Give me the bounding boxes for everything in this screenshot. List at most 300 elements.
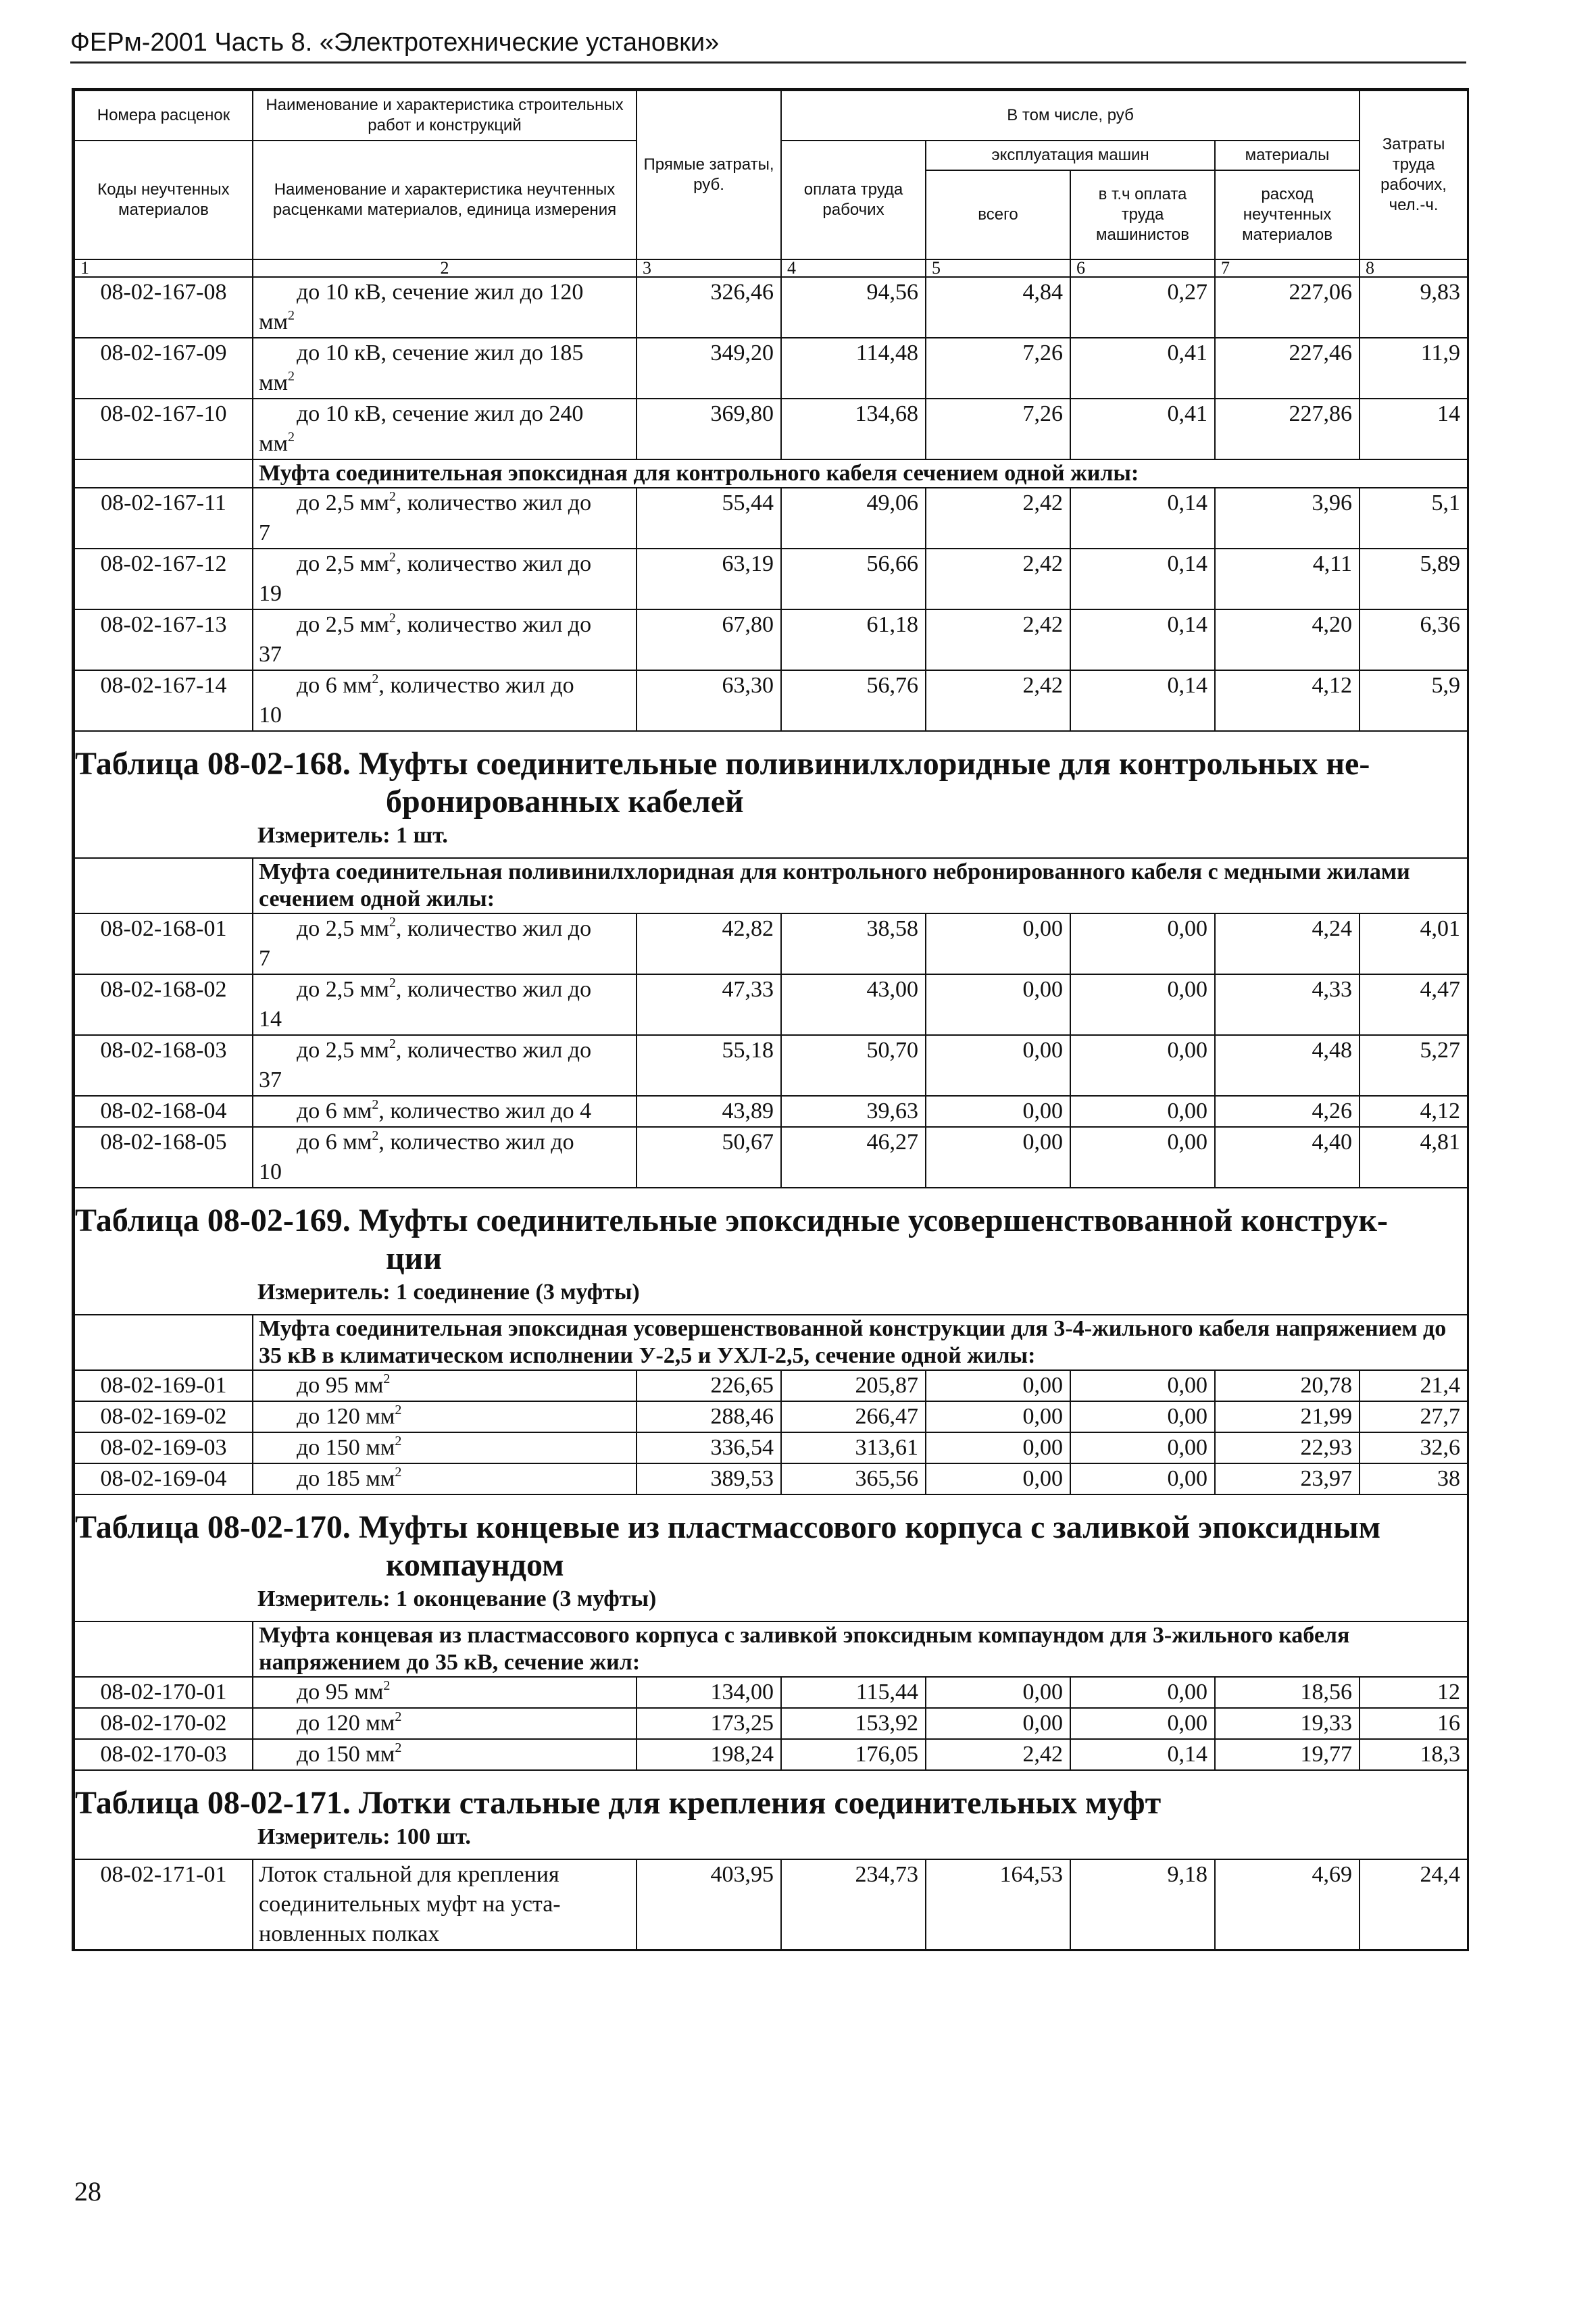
superscript: 2 (389, 976, 396, 990)
value-machines: 0,00 (926, 1401, 1070, 1432)
superscript: 2 (288, 308, 295, 323)
meter-value: 1 шт. (396, 823, 448, 848)
name-line (259, 671, 629, 701)
rate-code: 08-02-168-01 (74, 913, 253, 974)
value-direct: 47,33 (637, 974, 781, 1035)
rate-code: 08-02-170-02 (74, 1708, 253, 1739)
rate-code: 08-02-168-02 (74, 974, 253, 1035)
superscript: 2 (395, 1740, 402, 1755)
subtitle-text: Муфта концевая из пластмассового корпуса с заливкой эпоксидным компаундом для 3-жильного кабеля напряжением до 35 кВ, сечение жил: (253, 1621, 1468, 1677)
value-machines: 0,00 (926, 1463, 1070, 1494)
value-machines-labor: 0,14 (1070, 488, 1215, 549)
value-machines-labor: 0,00 (1070, 1035, 1215, 1096)
table-171-heading-row (74, 1770, 1468, 1859)
superscript: 2 (372, 1097, 379, 1112)
value-materials: 4,69 (1215, 1859, 1360, 1951)
header-labor-pay: оплата труда рабочих (781, 141, 926, 259)
name-line (259, 1709, 629, 1738)
value-direct: 134,00 (637, 1677, 781, 1708)
table-168-heading-row (74, 731, 1468, 858)
table-row (74, 399, 1468, 459)
name-line (259, 549, 629, 579)
value-labor-cost: 18,3 (1360, 1739, 1468, 1770)
section-subtitle (74, 858, 1468, 913)
value-labor-cost: 5,9 (1360, 670, 1468, 731)
header-materials-sub: расход неучтенных материалов (1215, 170, 1360, 259)
value-machines-labor: 0,27 (1070, 277, 1215, 338)
subtitle-spacer (74, 1315, 253, 1370)
value-machines-labor: 0,00 (1070, 1370, 1215, 1401)
value-labor-pay: 56,66 (781, 549, 926, 609)
value-direct: 55,18 (637, 1035, 781, 1096)
value-labor-cost: 38 (1360, 1463, 1468, 1494)
name-part: , количество жил до (395, 491, 592, 515)
value-labor-cost: 24,4 (1360, 1859, 1468, 1951)
table-row (74, 670, 1468, 731)
value-materials: 4,26 (1215, 1096, 1360, 1127)
value-direct: 349,20 (637, 338, 781, 399)
value-machines-labor: 0,00 (1070, 1127, 1215, 1188)
rate-name (253, 1708, 637, 1739)
name-line: до 10 кВ, сечение жил до 240 (297, 401, 584, 426)
table-row (74, 1708, 1468, 1739)
name-line (259, 1097, 629, 1126)
subtitle-spacer (74, 459, 253, 488)
value-labor-cost: 16 (1360, 1708, 1468, 1739)
value-labor-pay: 234,73 (781, 1859, 926, 1951)
value-direct: 326,46 (637, 277, 781, 338)
value-machines: 4,84 (926, 277, 1070, 338)
name-line: 10 (259, 1159, 282, 1184)
value-labor-cost: 4,81 (1360, 1127, 1468, 1188)
meter-value: 1 оконцевание (3 муфты) (396, 1586, 657, 1611)
value-machines-labor: 0,00 (1070, 1708, 1215, 1739)
meter-label: Измеритель: (257, 823, 391, 848)
name-part: до 2,5 мм (297, 551, 389, 576)
header-machines-total: всего (926, 170, 1070, 259)
value-machines: 2,42 (926, 488, 1070, 549)
value-direct: 336,54 (637, 1432, 781, 1463)
value-labor-pay: 61,18 (781, 609, 926, 670)
superscript: 2 (372, 672, 379, 686)
header-machines: эксплуатация машин (926, 141, 1215, 170)
header-row-1 (74, 91, 1468, 141)
value-labor-cost: 14 (1360, 399, 1468, 459)
superscript: 2 (395, 1709, 402, 1724)
col-number: 4 (781, 259, 926, 277)
name-part: , количество жил до 4 (378, 1099, 592, 1124)
value-direct: 288,46 (637, 1401, 781, 1432)
value-machines-labor: 0,00 (1070, 1463, 1215, 1494)
header-name-top: Наименование и характеристика строительных работ и конструкций (253, 91, 637, 141)
rate-code: 08-02-167-09 (74, 338, 253, 399)
name-part: до 150 мм (297, 1742, 395, 1767)
col-number: 5 (926, 259, 1070, 277)
meter (75, 1822, 1467, 1852)
subtitle-spacer (74, 858, 253, 913)
rate-code: 08-02-170-03 (74, 1739, 253, 1770)
value-labor-cost: 4,47 (1360, 974, 1468, 1035)
meter-value: 100 шт. (396, 1824, 471, 1849)
value-labor-pay: 115,44 (781, 1677, 926, 1708)
value-machines: 0,00 (926, 1370, 1070, 1401)
superscript: 2 (389, 489, 396, 504)
rate-code: 08-02-171-01 (74, 1859, 253, 1951)
value-machines: 0,00 (926, 974, 1070, 1035)
rate-name (253, 1677, 637, 1708)
value-labor-cost: 4,12 (1360, 1096, 1468, 1127)
heading-line: Таблица 08-02-169. Муфты соединительные эпоксидные усовершенствованной конструк- (75, 1203, 1389, 1238)
value-labor-pay: 43,00 (781, 974, 926, 1035)
value-machines-labor: 0,00 (1070, 1401, 1215, 1432)
rate-name (253, 1401, 637, 1432)
value-materials: 4,48 (1215, 1035, 1360, 1096)
name-line (259, 1678, 629, 1707)
name-line (259, 1402, 629, 1432)
table-171-heading (74, 1770, 1468, 1859)
value-direct: 226,65 (637, 1370, 781, 1401)
table-row (74, 277, 1468, 338)
section-subtitle (74, 1621, 1468, 1677)
value-machines: 7,26 (926, 399, 1070, 459)
header-name-bottom: Наименование и характеристика неучтенных расценками материалов, единица измерения (253, 141, 637, 259)
table-row (74, 1096, 1468, 1127)
value-machines: 2,42 (926, 1739, 1070, 1770)
heading-line: Таблица 08-02-171. Лотки стальные для крепления соединительных муфт (75, 1785, 1162, 1821)
rate-code: 08-02-167-12 (74, 549, 253, 609)
rate-name (253, 1370, 637, 1401)
rate-code: 08-02-169-03 (74, 1432, 253, 1463)
running-head: ФЕРм-2001 Часть 8. «Электротехнические установки» (70, 28, 1466, 64)
value-machines-labor: 0,14 (1070, 549, 1215, 609)
name-part: , количество жил до (378, 1130, 574, 1155)
name-line (259, 1036, 629, 1065)
name-line: Лоток стальной для крепления (259, 1862, 559, 1887)
rate-code: 08-02-167-11 (74, 488, 253, 549)
value-materials: 4,12 (1215, 670, 1360, 731)
name-part: до 2,5 мм (297, 977, 389, 1002)
name-line: 19 (259, 581, 282, 606)
value-labor-cost: 4,01 (1360, 913, 1468, 974)
value-materials: 4,40 (1215, 1127, 1360, 1188)
header-direct: Прямые затраты, руб. (637, 91, 781, 259)
name-line (259, 488, 629, 518)
table-170-heading-row (74, 1494, 1468, 1621)
rate-code: 08-02-169-04 (74, 1463, 253, 1494)
name-part: до 120 мм (297, 1711, 395, 1736)
superscript: 2 (372, 1128, 379, 1143)
value-machines-labor: 0,00 (1070, 1677, 1215, 1708)
name-line (259, 1371, 629, 1401)
value-machines-labor: 0,14 (1070, 1739, 1215, 1770)
section-subtitle (74, 1315, 1468, 1370)
meter (75, 821, 1467, 851)
name-line (259, 1433, 629, 1463)
name-part: , количество жил до (395, 916, 592, 941)
value-direct: 67,80 (637, 609, 781, 670)
name-part: до 6 мм (297, 1099, 372, 1124)
name-part: , количество жил до (395, 612, 592, 637)
value-machines: 0,00 (926, 1127, 1070, 1188)
value-labor-pay: 56,76 (781, 670, 926, 731)
name-line (259, 975, 629, 1005)
value-labor-pay: 38,58 (781, 913, 926, 974)
rate-name (253, 609, 637, 670)
header-codes-top: Номера расценок (74, 91, 253, 141)
rate-name (253, 488, 637, 549)
value-labor-cost: 5,27 (1360, 1035, 1468, 1096)
meter (75, 1278, 1467, 1307)
rate-name (253, 1859, 637, 1951)
value-labor-pay: 94,56 (781, 277, 926, 338)
value-materials: 4,24 (1215, 913, 1360, 974)
value-materials: 23,97 (1215, 1463, 1360, 1494)
header-materials: материалы (1215, 141, 1360, 170)
name-part: до 2,5 мм (297, 491, 389, 515)
name-line: 14 (259, 1007, 282, 1032)
subtitle-text: Муфта соединительная эпоксидная усовершенствованной конструкции для 3-4-жильного кабеля напряжением до 35 кВ в климатическом исполнении У-2,5 и УХЛ-2,5, сечение одной жилы: (253, 1315, 1468, 1370)
rate-code: 08-02-169-02 (74, 1401, 253, 1432)
superscript: 2 (383, 1372, 391, 1386)
value-machines-labor: 9,18 (1070, 1859, 1215, 1951)
value-machines-labor: 0,14 (1070, 609, 1215, 670)
superscript: 2 (389, 550, 396, 565)
rate-name (253, 913, 637, 974)
name-part: до 150 мм (297, 1435, 395, 1460)
name-part: до 2,5 мм (297, 916, 389, 941)
name-line: до 10 кВ, сечение жил до 120 (297, 280, 584, 305)
value-machines-labor: 0,41 (1070, 338, 1215, 399)
superscript: 2 (288, 430, 295, 445)
name-line: мм (259, 431, 289, 456)
value-labor-pay: 176,05 (781, 1739, 926, 1770)
col-number: 8 (1360, 259, 1468, 277)
value-machines-labor: 0,00 (1070, 1432, 1215, 1463)
table-169-heading-row (74, 1188, 1468, 1315)
superscript: 2 (389, 611, 396, 626)
table-row (74, 1859, 1468, 1951)
value-labor-cost: 5,1 (1360, 488, 1468, 549)
name-line (259, 1128, 629, 1157)
name-part: , количество жил до (395, 1038, 592, 1063)
rate-code: 08-02-169-01 (74, 1370, 253, 1401)
rate-name (253, 1127, 637, 1188)
value-direct: 50,67 (637, 1127, 781, 1188)
name-part: до 185 мм (297, 1466, 395, 1491)
name-line: до 10 кВ, сечение жил до 185 (297, 341, 584, 366)
value-materials: 4,20 (1215, 609, 1360, 670)
rate-name (253, 1432, 637, 1463)
value-labor-pay: 266,47 (781, 1401, 926, 1432)
value-materials: 227,86 (1215, 399, 1360, 459)
value-labor-pay: 134,68 (781, 399, 926, 459)
name-part: до 120 мм (297, 1404, 395, 1429)
table-row (74, 913, 1468, 974)
name-line: мм (259, 309, 289, 334)
value-machines-labor: 0,00 (1070, 974, 1215, 1035)
meter (75, 1584, 1467, 1614)
table-row (74, 488, 1468, 549)
value-labor-pay: 49,06 (781, 488, 926, 549)
name-part: , количество жил до (395, 551, 592, 576)
rate-name (253, 277, 637, 338)
rate-code: 08-02-167-10 (74, 399, 253, 459)
value-labor-cost: 21,4 (1360, 1370, 1468, 1401)
table-row (74, 974, 1468, 1035)
col-number: 2 (253, 259, 637, 277)
name-line (259, 610, 629, 640)
col-number: 3 (637, 259, 781, 277)
value-labor-cost: 5,89 (1360, 549, 1468, 609)
value-machines-labor: 0,14 (1070, 670, 1215, 731)
value-materials: 227,46 (1215, 338, 1360, 399)
rate-name (253, 1096, 637, 1127)
value-labor-cost: 11,9 (1360, 338, 1468, 399)
name-line: 7 (259, 946, 270, 971)
name-line: новленных полках (259, 1921, 440, 1946)
value-direct: 55,44 (637, 488, 781, 549)
table-row (74, 1432, 1468, 1463)
rate-name (253, 399, 637, 459)
col-number: 1 (74, 259, 253, 277)
name-line (259, 1740, 629, 1769)
value-direct: 198,24 (637, 1739, 781, 1770)
value-machines: 0,00 (926, 1432, 1070, 1463)
name-line: 10 (259, 703, 282, 728)
rate-name (253, 974, 637, 1035)
value-machines: 0,00 (926, 913, 1070, 974)
header-codes-bottom: Коды неучтенных материалов (74, 141, 253, 259)
superscript: 2 (389, 915, 396, 930)
table-row (74, 338, 1468, 399)
value-machines: 2,42 (926, 609, 1070, 670)
name-part: , количество жил до (378, 673, 574, 698)
value-labor-cost: 9,83 (1360, 277, 1468, 338)
heading-line: компаундом (386, 1547, 564, 1583)
superscript: 2 (288, 369, 295, 384)
name-part: , количество жил до (395, 977, 592, 1002)
meter-label: Измеритель: (257, 1824, 391, 1849)
meter-label: Измеритель: (257, 1586, 391, 1611)
value-machines: 0,00 (926, 1035, 1070, 1096)
rate-name (253, 1463, 637, 1494)
meter-label: Измеритель: (257, 1280, 391, 1305)
value-labor-cost: 6,36 (1360, 609, 1468, 670)
rates-table (74, 90, 1468, 1951)
value-machines-labor: 0,00 (1070, 913, 1215, 974)
heading-line: Таблица 08-02-170. Муфты концевые из пластмассового корпуса с заливкой эпоксидным (75, 1509, 1381, 1545)
header-machines-labor: в т.ч оплата труда машинистов (1070, 170, 1215, 259)
table-row (74, 1127, 1468, 1188)
value-machines-labor: 0,41 (1070, 399, 1215, 459)
value-materials: 19,77 (1215, 1739, 1360, 1770)
name-line: 37 (259, 1067, 282, 1092)
table-170-heading (74, 1494, 1468, 1621)
value-machines-labor: 0,00 (1070, 1096, 1215, 1127)
rate-name (253, 549, 637, 609)
table-row (74, 549, 1468, 609)
value-direct: 403,95 (637, 1859, 781, 1951)
name-part: до 6 мм (297, 673, 372, 698)
value-direct: 43,89 (637, 1096, 781, 1127)
rate-name (253, 1739, 637, 1770)
subtitle-spacer (74, 1621, 253, 1677)
value-materials: 20,78 (1215, 1370, 1360, 1401)
table-169-heading (74, 1188, 1468, 1315)
value-machines: 2,42 (926, 549, 1070, 609)
name-part: до 2,5 мм (297, 1038, 389, 1063)
name-part: до 95 мм (297, 1373, 384, 1398)
rate-code: 08-02-167-08 (74, 277, 253, 338)
heading-line: бронированных кабелей (386, 784, 744, 820)
value-direct: 173,25 (637, 1708, 781, 1739)
table-row (74, 1677, 1468, 1708)
value-materials: 18,56 (1215, 1677, 1360, 1708)
value-direct: 369,80 (637, 399, 781, 459)
table-row (74, 1370, 1468, 1401)
name-line: соединительных муфт на уста- (259, 1892, 561, 1917)
value-labor-pay: 114,48 (781, 338, 926, 399)
header-labor-cost: Затраты труда рабочих, чел.-ч. (1360, 91, 1468, 259)
subtitle-text: Муфта соединительная эпоксидная для контрольного кабеля сечением одной жилы: (253, 459, 1468, 488)
value-materials: 4,11 (1215, 549, 1360, 609)
value-materials: 21,99 (1215, 1401, 1360, 1432)
value-labor-cost: 32,6 (1360, 1432, 1468, 1463)
value-materials: 22,93 (1215, 1432, 1360, 1463)
name-line (259, 1464, 629, 1494)
rate-name (253, 1035, 637, 1096)
rate-code: 08-02-167-14 (74, 670, 253, 731)
table-168-heading (74, 731, 1468, 858)
section-subtitle (74, 459, 1468, 488)
value-machines: 0,00 (926, 1677, 1070, 1708)
col-number: 6 (1070, 259, 1215, 277)
value-machines: 7,26 (926, 338, 1070, 399)
rate-code: 08-02-168-04 (74, 1096, 253, 1127)
value-materials: 19,33 (1215, 1708, 1360, 1739)
value-direct: 63,30 (637, 670, 781, 731)
table-row (74, 1035, 1468, 1096)
heading-line: ции (386, 1240, 442, 1276)
value-labor-pay: 46,27 (781, 1127, 926, 1188)
value-labor-pay: 50,70 (781, 1035, 926, 1096)
superscript: 2 (395, 1403, 402, 1417)
subtitle-text: Муфта соединительная поливинилхлоридная для контрольного небронированного кабеля с медными жилами сечением одной жилы: (253, 858, 1468, 913)
name-line (259, 914, 629, 944)
value-materials: 4,33 (1215, 974, 1360, 1035)
value-machines: 0,00 (926, 1708, 1070, 1739)
value-materials: 3,96 (1215, 488, 1360, 549)
rates-sheet (72, 88, 1469, 1951)
value-labor-cost: 12 (1360, 1677, 1468, 1708)
name-part: до 6 мм (297, 1130, 372, 1155)
value-labor-pay: 313,61 (781, 1432, 926, 1463)
meter-value: 1 соединение (3 муфты) (396, 1280, 640, 1305)
rate-name (253, 670, 637, 731)
page-number: 28 (74, 2176, 101, 2207)
value-direct: 63,19 (637, 549, 781, 609)
name-line: 37 (259, 642, 282, 667)
column-numbers (74, 259, 1468, 277)
header-including: В том числе, руб (781, 91, 1360, 141)
table-row (74, 1739, 1468, 1770)
superscript: 2 (395, 1434, 402, 1449)
superscript: 2 (383, 1678, 391, 1693)
name-line: 7 (259, 520, 270, 545)
value-machines: 0,00 (926, 1096, 1070, 1127)
value-machines: 164,53 (926, 1859, 1070, 1951)
table-row (74, 609, 1468, 670)
